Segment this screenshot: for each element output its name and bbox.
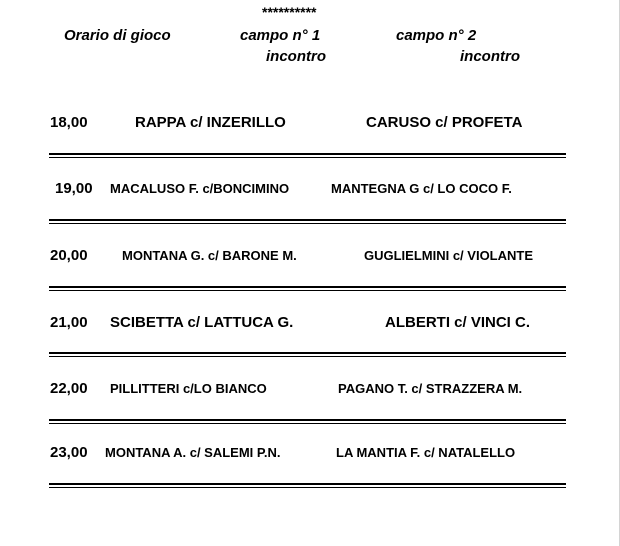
match-field-1-row-4: SCIBETTA c/ LATTUCA G. [110,314,294,331]
time-slot-1: 18,00 [50,114,88,131]
row-divider-bottom [49,423,566,424]
column-header-time: Orario di gioco [64,27,171,44]
column-subheader-field-2: incontro [460,48,520,65]
row-divider-top [49,219,566,221]
time-slot-4: 21,00 [50,314,88,331]
match-field-2-row-4: ALBERTI c/ VINCI C. [385,314,531,331]
time-slot-6: 23,00 [50,444,88,461]
row-divider-bottom [49,487,566,488]
time-slot-3: 20,00 [50,247,88,264]
match-field-1-row-2: MACALUSO F. c/BONCIMINO [110,181,290,196]
row-divider-top [49,352,566,354]
match-field-1-row-3: MONTANA G. c/ BARONE M. [122,248,297,263]
column-header-field-2: campo n° 2 [396,27,477,44]
row-divider-top [49,483,566,485]
row-divider-top [49,419,566,421]
match-field-1-row-6: MONTANA A. c/ SALEMI P.N. [105,445,281,460]
match-field-1-row-1: RAPPA c/ INZERILLO [135,114,286,131]
row-divider-bottom [49,290,566,291]
row-divider-bottom [49,223,566,224]
column-subheader-field-1: incontro [266,48,326,65]
match-field-1-row-5: PILLITTERI c/LO BIANCO [110,381,267,396]
row-divider-top [49,153,566,155]
decorative-stars: ********** [262,4,317,20]
time-slot-5: 22,00 [50,380,88,397]
match-field-2-row-5: PAGANO T. c/ STRAZZERA M. [338,381,523,396]
row-divider-bottom [49,157,566,158]
time-slot-2: 19,00 [55,180,93,197]
match-field-2-row-6: LA MANTIA F. c/ NATALELLO [336,445,516,460]
match-field-2-row-3: GUGLIELMINI c/ VIOLANTE [364,248,534,263]
match-field-2-row-1: CARUSO c/ PROFETA [366,114,523,131]
match-field-2-row-2: MANTEGNA G c/ LO COCO F. [331,181,512,196]
row-divider-top [49,286,566,288]
column-header-field-1: campo n° 1 [240,27,321,44]
row-divider-bottom [49,356,566,357]
